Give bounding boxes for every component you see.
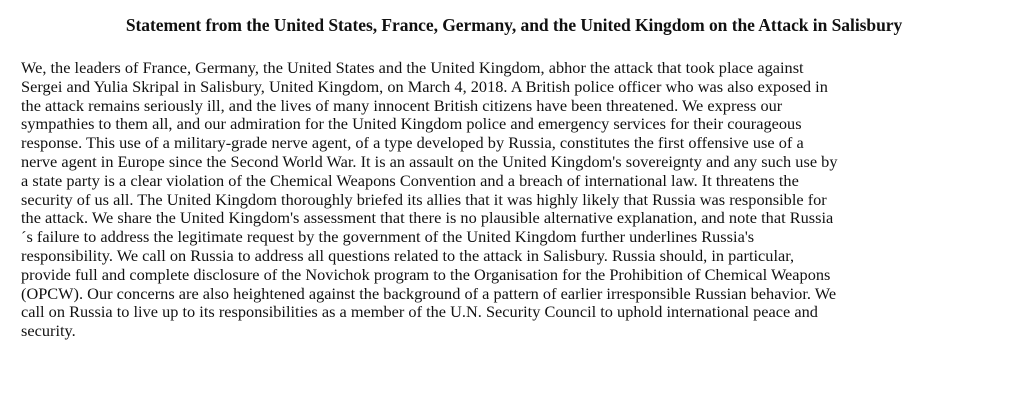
body-line: provide full and complete disclosure of the Novichok program to the Organisation for the Prohibition of Chemical Weapons: [21, 264, 831, 284]
body-line: security.: [21, 321, 76, 341]
body-line: response. This use of a military-grade nerve agent, of a type developed by Russia, constitutes the first offensive use of a: [21, 133, 804, 153]
body-line: ´s failure to address the legitimate request by the government of the United Kingdom further underlines Russia's: [21, 227, 755, 247]
body-line: sympathies to them all, and our admiration for the United Kingdom police and emergency services for their courageous: [21, 114, 802, 134]
body-line: nerve agent in Europe since the Second World War. It is an assault on the United Kingdom's sovereignty and any such use by: [21, 151, 838, 171]
body-line: the attack. We share the United Kingdom's assessment that there is no plausible alternative explanation, and note that Russia: [21, 208, 834, 228]
body-line: security of us all. The United Kingdom thoroughly briefed its allies that it was highly likely that Russia was responsible for: [21, 189, 827, 209]
body-line: (OPCW). Our concerns are also heightened against the background of a pattern of earlier irresponsible Russian behavior. We: [21, 283, 837, 303]
statement-body: [21, 59, 1007, 341]
body-line: call on Russia to live up to its responsibilities as a member of the U.N. Security Council to uphold international peace and: [21, 302, 818, 322]
body-line: We, the leaders of France, Germany, the United States and the United Kingdom, abhor the attack that took place against: [21, 58, 804, 77]
body-line: responsibility. We call on Russia to address all questions related to the attack in Salisbury. Russia should, in particular,: [21, 245, 795, 265]
body-line: Sergei and Yulia Skripal in Salisbury, United Kingdom, on March 4, 2018. A British police officer who was also exposed in: [21, 76, 828, 96]
body-line: a state party is a clear violation of the Chemical Weapons Convention and a breach of international law. It threatens the: [21, 170, 799, 190]
statement-document: [21, 0, 1007, 341]
statement-title: Statement from the United States, France, Germany, and the United Kingdom on the Attack in Salisbury: [125, 15, 903, 35]
body-line: the attack remains seriously ill, and the lives of many innocent British citizens have been threatened. We express our: [21, 95, 783, 115]
